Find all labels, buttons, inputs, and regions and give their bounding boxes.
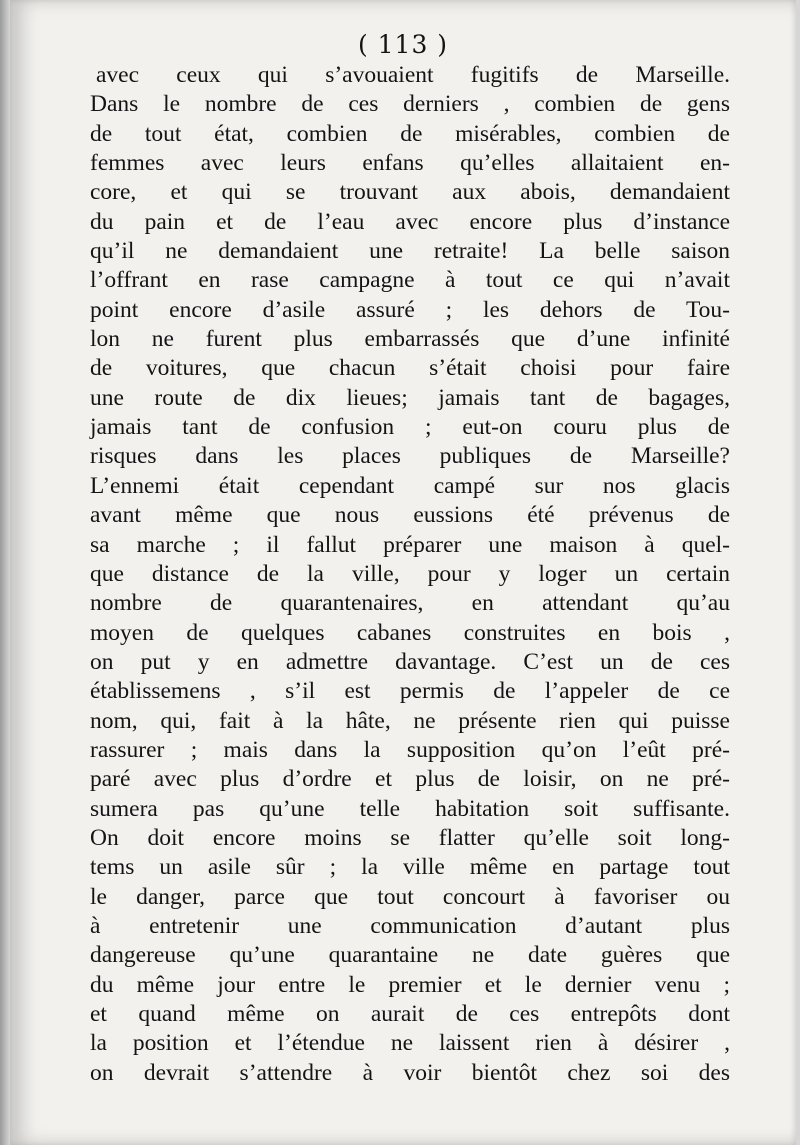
text-line: que distance de la ville, pour y loger un certain	[90, 560, 730, 587]
text-line: nom, qui, fait à la hâte, ne présente rien qui puisse	[90, 707, 730, 734]
text-line: du pain et de l’eau avec encore plus d’instance	[90, 208, 730, 235]
text-line: point encore d’asile assuré ; les dehors de Tou-	[90, 296, 730, 323]
text-line: sumera pas qu’une telle habitation soit suffisante.	[90, 795, 730, 822]
text-line: le danger, parce que tout concourt à favoriser ou	[90, 883, 730, 910]
text-line: de tout état, combien de misérables, combien de	[90, 120, 730, 147]
text-line: avec ceux qui s’avouaient fugitifs de Marseille.	[96, 62, 730, 88]
text-line: moyen de quelques cabanes construites en bois ,	[90, 619, 730, 646]
text-line: On doit encore moins se flatter qu’elle soit long-	[90, 824, 730, 851]
page-number: ( 113 )	[357, 30, 449, 59]
text-line: une route de dix lieues; jamais tant de bagages,	[90, 384, 730, 411]
text-line: femmes avec leurs enfans qu’elles allaitaient en-	[90, 150, 730, 177]
text-line: lon ne furent plus embarrassés que d’une infinité	[90, 326, 730, 353]
text-line: L’ennemi était cependant campé sur nos glacis	[90, 472, 730, 499]
text-line: on put y en admettre davantage. C’est un de ces	[90, 648, 730, 675]
text-line: avant même que nous eussions été prévenus de	[90, 502, 730, 529]
text-line: on devrait s’attendre à voir bientôt chez soi des	[90, 1059, 730, 1086]
text-line: tems un asile sûr ; la ville même en partage tout	[90, 854, 730, 881]
text-line: la position et l’étendue ne laissent rien à désirer ,	[90, 1030, 730, 1057]
text-line: core, et qui se trouvant aux abois, demandaient	[90, 179, 730, 206]
text-line: de voitures, que chacun s’était choisi pour faire	[90, 355, 730, 382]
text-line: à entretenir une communication d’autant plus	[90, 912, 730, 939]
text-line: sa marche ; il fallut préparer une maison à quel-	[90, 531, 730, 558]
text-line: et quand même on aurait de ces entrepôts dont	[90, 1001, 730, 1027]
page-gutter-shadow	[0, 0, 10, 1145]
text-line: du même jour entre le premier et le dernier venu ;	[90, 971, 730, 998]
book-page	[10, 0, 796, 1145]
text-line: Dans le nombre de ces derniers , combien de gens	[90, 91, 730, 118]
text-line: jamais tant de confusion ; eut-on couru plus de	[90, 414, 730, 441]
text-line: l’offrant en rase campagne à tout ce qui n’avait	[90, 267, 730, 294]
text-line: qu’il ne demandaient une retraite! La belle saison	[90, 238, 730, 265]
text-line: paré avec plus d’ordre et plus de loisir, on ne pré-	[90, 766, 730, 793]
page-body-text	[90, 61, 730, 1088]
text-line: nombre de quarantenaires, en attendant qu’au	[90, 590, 730, 617]
text-line: rassurer ; mais dans la supposition qu’on l’eût pré-	[90, 736, 730, 763]
text-line: dangereuse qu’une quarantaine ne date guères que	[90, 942, 730, 969]
text-line: établissemens , s’il est permis de l’appeler de ce	[90, 678, 730, 705]
text-line: risques dans les places publiques de Marseille?	[90, 443, 730, 470]
